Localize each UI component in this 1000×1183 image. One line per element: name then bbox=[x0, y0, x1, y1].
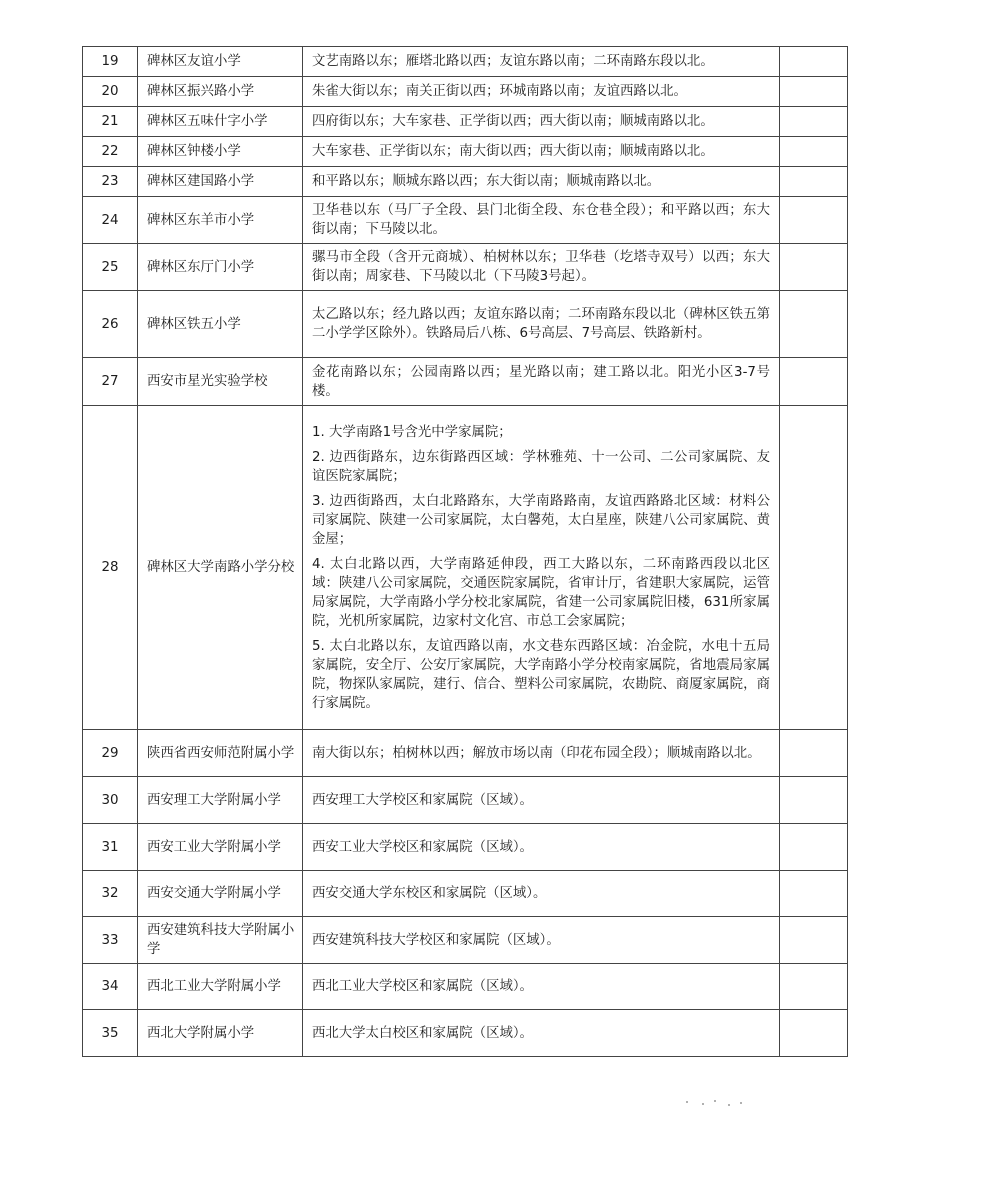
remarks-cell bbox=[780, 777, 848, 824]
table-row bbox=[83, 197, 848, 244]
remarks-cell bbox=[780, 197, 848, 244]
district-area-item: 2. 边西街路东，边东街路西区域：学林雅苑、十一公司、二公司家属院、友谊医院家属院； bbox=[312, 449, 770, 484]
remarks-cell bbox=[780, 291, 848, 358]
row-number: 35 bbox=[83, 1010, 138, 1057]
school-name: 碑林区友谊小学 bbox=[138, 47, 303, 77]
remarks-cell bbox=[780, 244, 848, 291]
remarks-cell bbox=[780, 107, 848, 137]
remarks-cell bbox=[780, 824, 848, 871]
row-number: 31 bbox=[83, 824, 138, 871]
row-number: 21 bbox=[83, 107, 138, 137]
district-area-item: 1. 大学南路1号含光中学家属院； bbox=[312, 424, 512, 440]
row-number: 34 bbox=[83, 964, 138, 1010]
remarks-cell bbox=[780, 137, 848, 167]
district-area: 西安工业大学校区和家属院（区域）。 bbox=[303, 824, 780, 871]
district-area: 南大街以东；柏树林以西；解放市场以南（印花布园全段）；顺城南路以北。 bbox=[303, 730, 780, 777]
row-number: 25 bbox=[83, 244, 138, 291]
district-area: 四府街以东；大车家巷、正学街以西；西大街以南；顺城南路以北。 bbox=[303, 107, 780, 137]
district-area: 和平路以东；顺城东路以西；东大街以南；顺城南路以北。 bbox=[303, 167, 780, 197]
district-area: 西安建筑科技大学校区和家属院（区域）。 bbox=[303, 917, 780, 964]
school-name: 碑林区东厅门小学 bbox=[138, 244, 303, 291]
remarks-cell bbox=[780, 964, 848, 1010]
table-row bbox=[83, 871, 848, 917]
school-name: 西北大学附属小学 bbox=[138, 1010, 303, 1057]
table-body bbox=[83, 47, 848, 1057]
district-area-item: 5. 太白北路以东，友谊西路以南，水文巷东西路区域：冶金院，水电十五局家属院，安全厅、公安厅家属院，大学南路小学分校南家属院，省地震局家属院，物探队家属院，建行、信合、塑料公司家属院，农勘院、商厦家属院，商行家属院。 bbox=[312, 638, 770, 711]
row-number: 27 bbox=[83, 358, 138, 406]
school-name: 西安市星光实验学校 bbox=[138, 358, 303, 406]
remarks-cell bbox=[780, 47, 848, 77]
school-name: 碑林区铁五小学 bbox=[138, 291, 303, 358]
table-row bbox=[83, 730, 848, 777]
remarks-cell bbox=[780, 77, 848, 107]
school-name: 碑林区五味什字小学 bbox=[138, 107, 303, 137]
table-row bbox=[83, 824, 848, 871]
district-area: 太乙路以东；经九路以西；友谊东路以南；二环南路东段以北（碑林区铁五第二小学学区除外）。铁路局后八栋、6号高层、7号高层、铁路新村。 bbox=[303, 291, 780, 358]
table-row bbox=[83, 964, 848, 1010]
district-area: 骡马市全段（含开元商城）、柏树林以东；卫华巷（圪塔寺双号）以西；东大街以南；周家巷、下马陵以北（下马陵3号起）。 bbox=[303, 244, 780, 291]
scan-specks bbox=[680, 1098, 750, 1108]
table-row bbox=[83, 167, 848, 197]
remarks-cell bbox=[780, 406, 848, 730]
table-row bbox=[83, 917, 848, 964]
row-number: 20 bbox=[83, 77, 138, 107]
school-name: 西安建筑科技大学附属小学 bbox=[138, 917, 303, 964]
district-area: 文艺南路以东；雁塔北路以西；友谊东路以南；二环南路东段以北。 bbox=[303, 47, 780, 77]
table-row bbox=[83, 777, 848, 824]
district-area: 西北大学太白校区和家属院（区域）。 bbox=[303, 1010, 780, 1057]
district-area: 西北工业大学校区和家属院（区域）。 bbox=[303, 964, 780, 1010]
school-name: 陕西省西安师范附属小学 bbox=[138, 730, 303, 777]
row-number: 32 bbox=[83, 871, 138, 917]
table-row bbox=[83, 77, 848, 107]
row-number: 26 bbox=[83, 291, 138, 358]
table-row bbox=[83, 291, 848, 358]
district-area: 西安交通大学东校区和家属院（区域）。 bbox=[303, 871, 780, 917]
district-area-item: 4. 太白北路以西，大学南路延伸段，西工大路以东，二环南路西段以北区域：陕建八公司家属院，交通医院家属院，省审计厅，省建职大家属院，运管局家属院，大学南路小学分校北家属院，省建一公司家属院旧楼，631所家属院，光机所家属院，边家村文化宫、市总工会家属院； bbox=[312, 556, 770, 629]
school-name: 碑林区大学南路小学分校 bbox=[138, 406, 303, 730]
table-row bbox=[83, 107, 848, 137]
table-row bbox=[83, 244, 848, 291]
row-number: 22 bbox=[83, 137, 138, 167]
school-name: 西安交通大学附属小学 bbox=[138, 871, 303, 917]
district-area: 朱雀大街以东；南关正街以西；环城南路以南；友谊西路以北。 bbox=[303, 77, 780, 107]
table-row bbox=[83, 358, 848, 406]
remarks-cell bbox=[780, 358, 848, 406]
row-number: 23 bbox=[83, 167, 138, 197]
district-area: 金花南路以东；公园南路以西；星光路以南；建工路以北。阳光小区3-7号楼。 bbox=[303, 358, 780, 406]
school-name: 西安工业大学附属小学 bbox=[138, 824, 303, 871]
table-row bbox=[83, 47, 848, 77]
district-area-item: 3. 边西街路西，太白北路路东，大学南路路南，友谊西路路北区域：材料公司家属院、陕建一公司家属院，太白馨苑，太白星座，陕建八公司家属院、黄金屋； bbox=[312, 493, 770, 547]
school-name: 西北工业大学附属小学 bbox=[138, 964, 303, 1010]
row-number: 33 bbox=[83, 917, 138, 964]
district-area bbox=[303, 406, 780, 730]
district-area: 卫华巷以东（马厂子全段、县门北街全段、东仓巷全段）；和平路以西；东大街以南；下马陵以北。 bbox=[303, 197, 780, 244]
school-name: 碑林区东羊市小学 bbox=[138, 197, 303, 244]
remarks-cell bbox=[780, 167, 848, 197]
row-number: 28 bbox=[83, 406, 138, 730]
table-row bbox=[83, 406, 848, 730]
row-number: 29 bbox=[83, 730, 138, 777]
table-row bbox=[83, 137, 848, 167]
row-number: 19 bbox=[83, 47, 138, 77]
remarks-cell bbox=[780, 871, 848, 917]
school-name: 碑林区振兴路小学 bbox=[138, 77, 303, 107]
school-name: 碑林区钟楼小学 bbox=[138, 137, 303, 167]
remarks-cell bbox=[780, 917, 848, 964]
table-row bbox=[83, 1010, 848, 1057]
remarks-cell bbox=[780, 1010, 848, 1057]
row-number: 30 bbox=[83, 777, 138, 824]
school-name: 西安理工大学附属小学 bbox=[138, 777, 303, 824]
remarks-cell bbox=[780, 730, 848, 777]
district-area: 大车家巷、正学街以东；南大街以西；西大街以南；顺城南路以北。 bbox=[303, 137, 780, 167]
school-name: 碑林区建国路小学 bbox=[138, 167, 303, 197]
row-number: 24 bbox=[83, 197, 138, 244]
district-area: 西安理工大学校区和家属院（区域）。 bbox=[303, 777, 780, 824]
school-district-table bbox=[82, 46, 848, 1057]
